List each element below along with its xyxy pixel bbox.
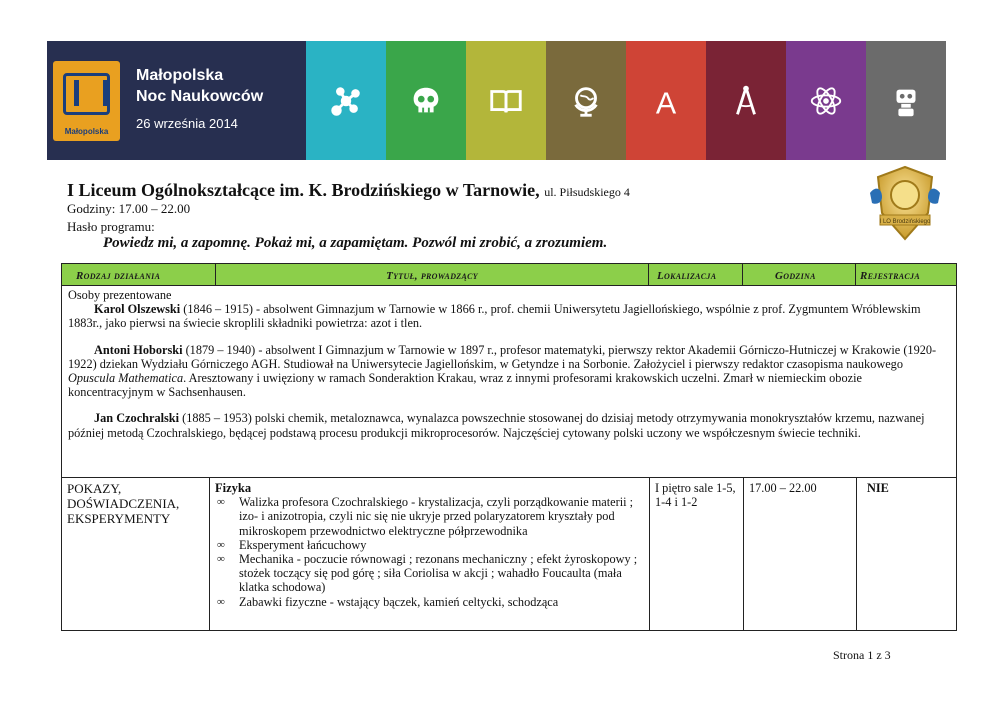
table-row (62, 478, 956, 630)
logo-label: Małopolska (64, 127, 109, 136)
compass-icon (727, 82, 765, 120)
motto: Powiedz mi, a zapomnę. Pokaż mi, a zapamiętam. Pozwól mi zrobić, a zrozumiem. (103, 235, 608, 251)
malopolska-logo (53, 61, 120, 141)
person-bio: (1846 – 1915) - absolwent Gimnazjum w Tarnowie w 1866 r., prof. chemii Uniwersytetu Jagiellońskiego, wspólnie z prof. Zygmuntem Wróblewskim 1883r., jako pierwsi na świecie skroplili składniki powietrza: azot i tlen. (68, 302, 921, 331)
subject-heading: Fizyka (215, 481, 252, 495)
person-name: Antoni Hoborski (94, 342, 183, 357)
atom-icon (807, 82, 845, 120)
tile-atom (786, 41, 866, 160)
header-title-presenter: Tytuł, prowadzący (216, 264, 649, 285)
person-name: Karol Olszewski (94, 302, 181, 317)
school-name (67, 180, 630, 201)
globe-icon (567, 82, 605, 120)
location-cell: I piętro sale 1-5, 1-4 i 1-2 (650, 478, 744, 630)
activity-type-cell: POKAZY, DOŚWIADCZENIA, EKSPERYMENTY (62, 478, 210, 630)
header-location: Lokalizacja (649, 264, 743, 285)
emblem-text: I LO Brodzińskiego (879, 219, 931, 225)
list-item: ∞ Mechanika - poczucie równowagi ; rezonans mechaniczny ; efekt żyroskopowy ; stożek toczący się pod górę ; siła Coriolisa w akcji ; wahadło Foucaulta (mała klatka schodowa) (215, 552, 644, 595)
registration-cell: NIE (867, 481, 889, 495)
header-time: Godzina (743, 264, 856, 285)
title-cell (210, 478, 650, 630)
banner-title-line1: Małopolska (136, 67, 224, 84)
letter-a-icon (647, 82, 685, 120)
svg-text:A: A (655, 85, 677, 120)
person-name: Jan Czochralski (94, 411, 180, 426)
list-item: ∞ Eksperyment łańcuchowy (215, 538, 644, 552)
banner-date: 26 września 2014 (136, 116, 238, 131)
tile-globe (546, 41, 626, 160)
tile-molecule (306, 41, 386, 160)
people-intro: Osoby prezentowane (68, 288, 172, 302)
activity-list (215, 495, 644, 609)
logo-mark-icon (63, 73, 110, 115)
featured-people (62, 286, 956, 478)
table-header (62, 264, 956, 286)
school-address: ul. Piłsudskiego 4 (544, 185, 630, 199)
journal-title: Opuscula Mathematica (68, 371, 184, 386)
tile-compass (706, 41, 786, 160)
header-registration: Rejestracja (860, 269, 920, 282)
person-entry (68, 343, 950, 400)
skull-icon (407, 82, 445, 120)
tile-letter-a (626, 41, 706, 160)
person-entry (68, 411, 950, 439)
tile-book (466, 41, 546, 160)
list-item: ∞ Walizka profesora Czochralskiego - krystalizacja, czyli porządkowanie materii ; izo- i anizotropia, czyli nic się nie ukryje przed polaryzatorem kryształy pod mikroskopem przewodnictwo elektryczne półprzewodnika (215, 495, 644, 538)
list-item: ∞ Zabawki fizyczne - wstający bączek, kamień celtycki, schodząca (215, 595, 644, 609)
header-activity-type: Rodzaj działania (62, 264, 216, 285)
motto-label: Hasło programu: (67, 219, 155, 234)
robot-icon (887, 82, 925, 120)
molecule-icon (327, 82, 365, 120)
opening-hours: Godziny: 17.00 – 22.00 (67, 201, 191, 216)
banner-title-line2: Noc Naukowców (136, 88, 264, 105)
person-bio: (1885 – 1953) polski chemik, metaloznawca, wynalazca powszechnie stosowanej do dzisiaj metody otrzymywania monokryształów krzemu, nazwanej później metodą Czochralskiego, będącej podstawą procesu produkcji mikroprocesorów. Najczęściej cytowany polski uczony we współczesnym świecie techniki. (68, 411, 925, 440)
banner-brand (47, 41, 306, 160)
tile-skull (386, 41, 466, 160)
person-bio: (1879 – 1940) - absolwent I Gimnazjum w Tarnowie w 1897 r., profesor matematyki, pierwszy rektor Akademii Górniczo-Hutniczej w Krakowie (1920-1922) dziekan Wydziału Górniczego AGH. Studiował na Uniwersytecie Jagiellońskim, w Getyndze i na Sorbonie. Założyciel i pierwszy redaktor czasopisma naukowego (68, 342, 937, 371)
open-book-icon (487, 82, 525, 120)
event-banner (47, 41, 946, 160)
school-title: I Liceum Ogólnokształcące im. K. Brodzińskiego w Tarnowie, (67, 180, 540, 200)
program-table (61, 263, 957, 631)
time-cell: 17.00 – 22.00 (744, 478, 857, 630)
page-number: Strona 1 z 3 (833, 648, 891, 662)
person-entry (68, 302, 950, 330)
person-bio-continued: . Aresztowany i uwięziony w ramach Sonderaktion Krakau, wraz z innymi profesorami krakowskich uczelni. Zmarł w niemieckim obozie koncentracyjnym w Sachsenhausen. (68, 371, 862, 400)
school-emblem-icon (862, 163, 948, 245)
tile-robot (866, 41, 946, 160)
